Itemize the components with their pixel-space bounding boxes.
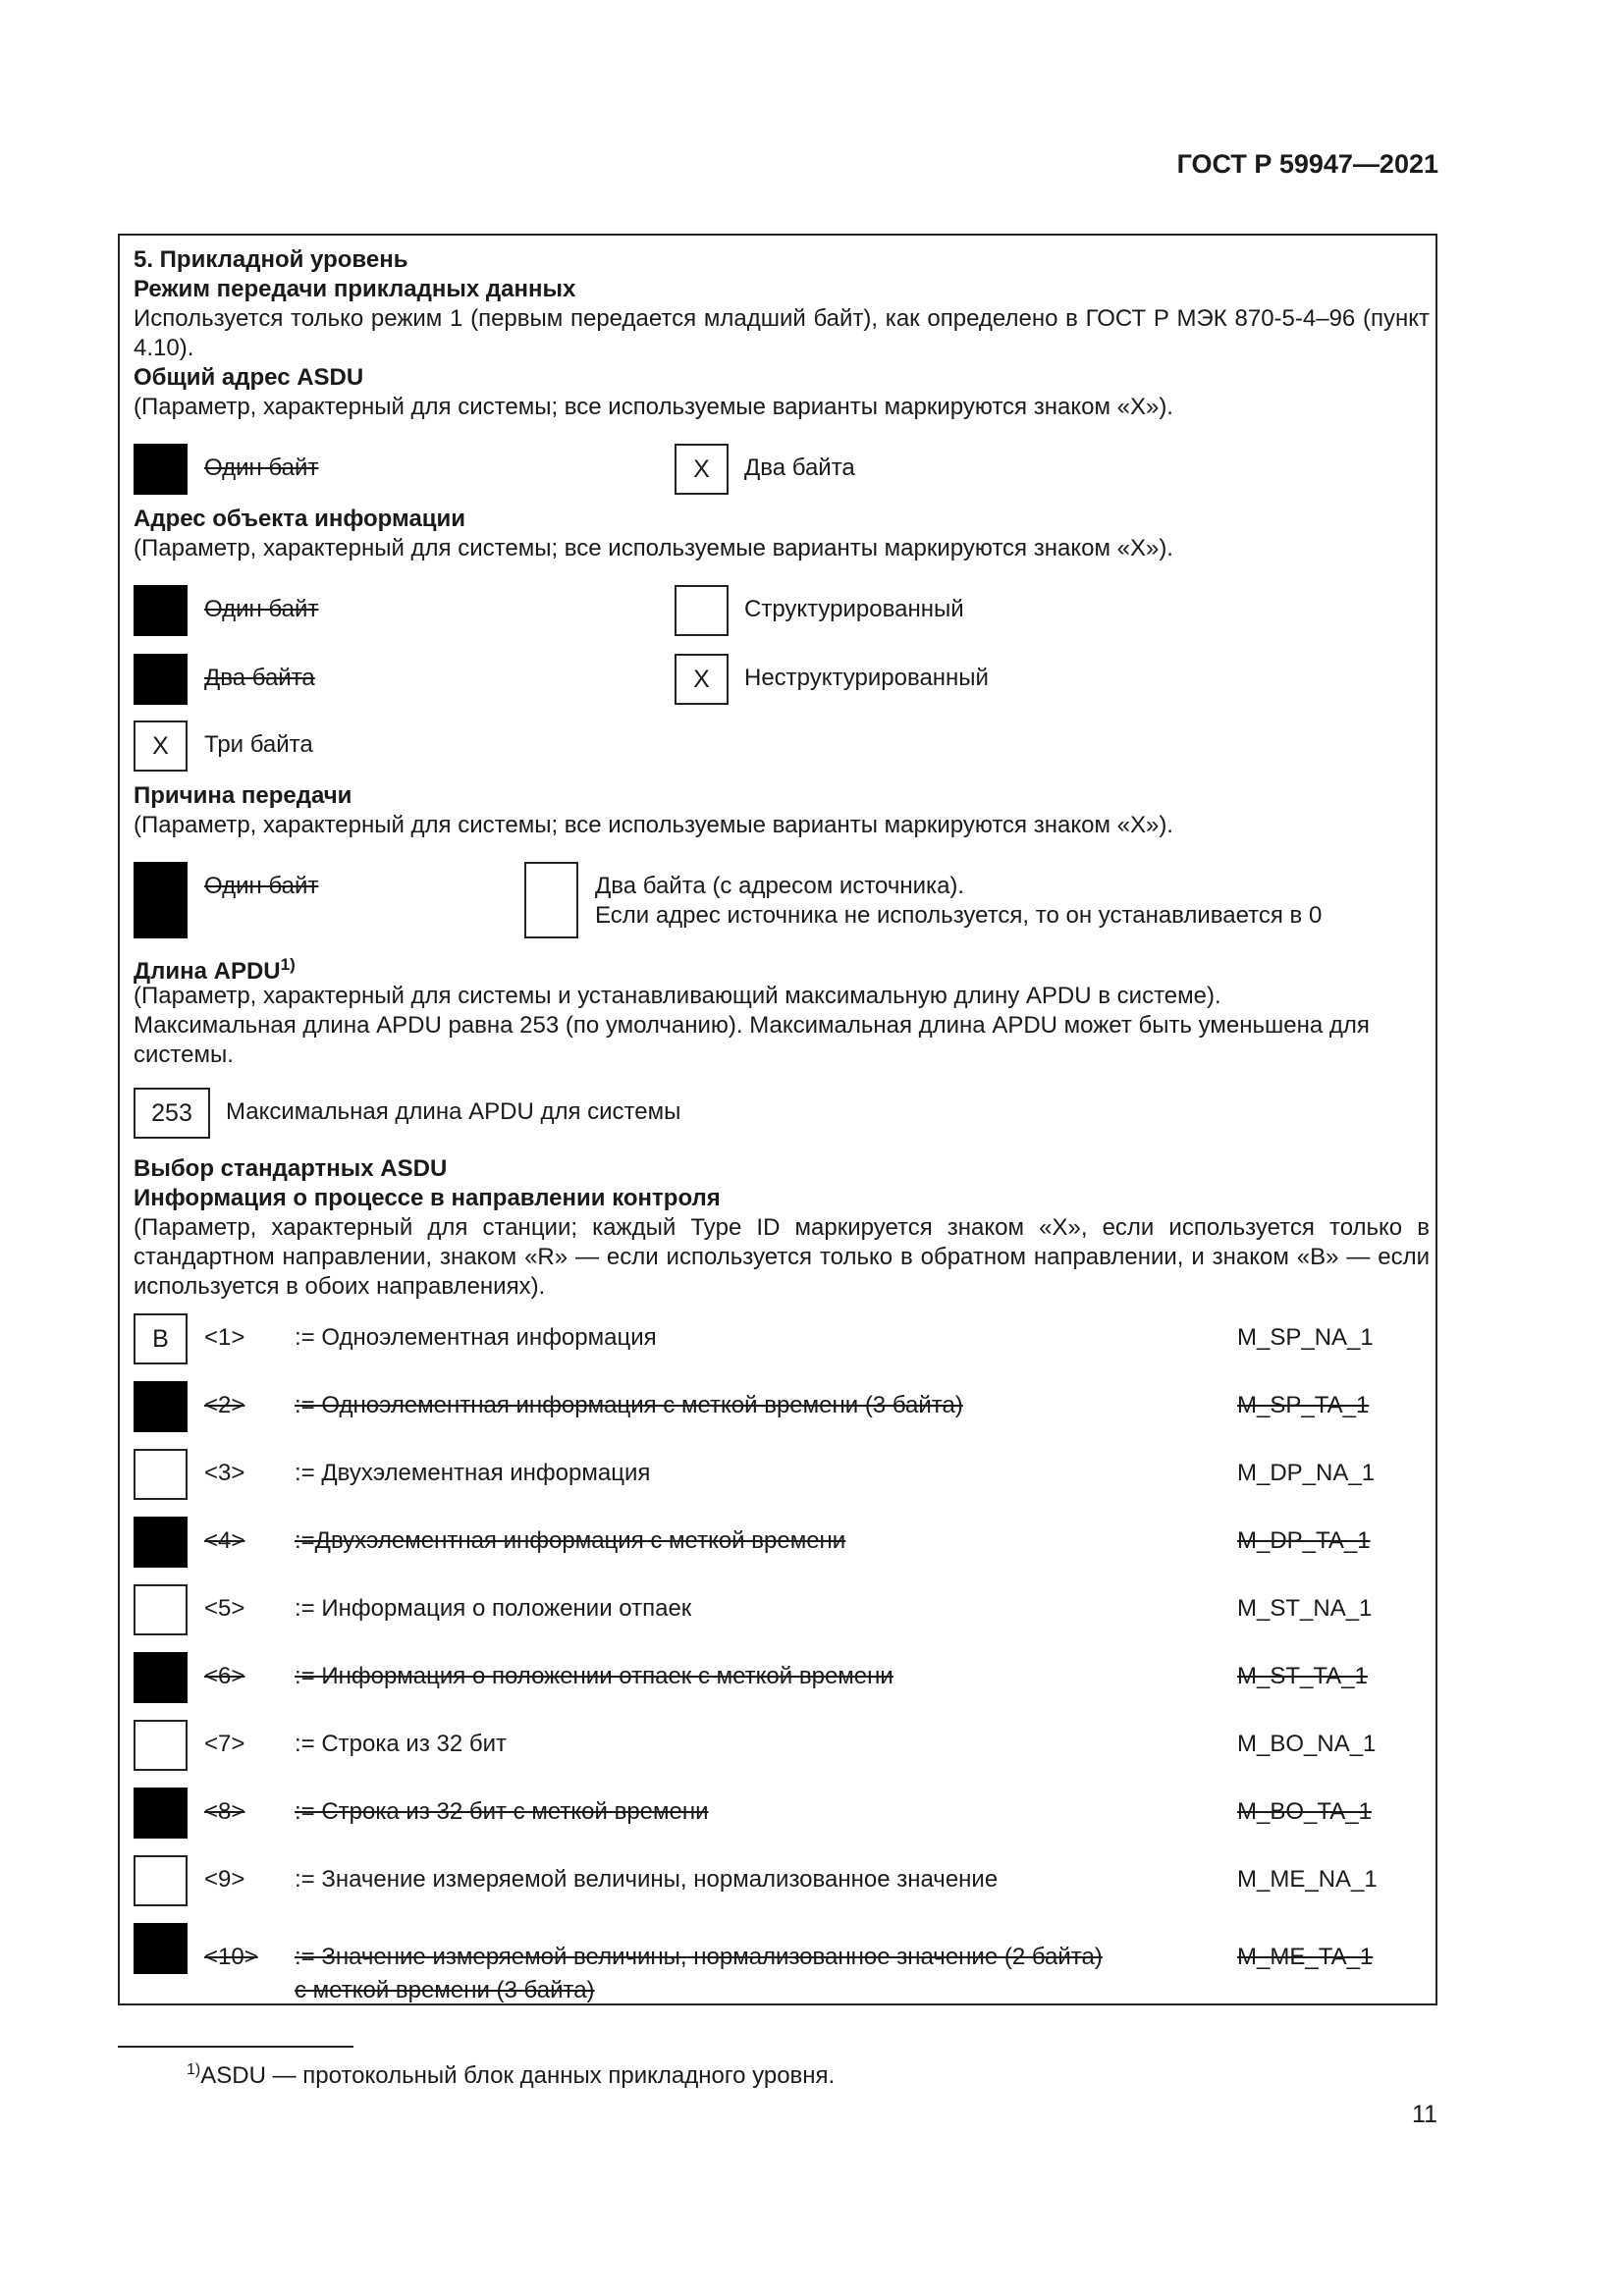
common-address-param: (Параметр, характерный для системы; все используемые варианты маркируются знаком «X»). <box>134 394 1173 420</box>
asdu-type-id: <4> <box>204 1527 245 1554</box>
footnote-separator <box>118 2046 353 2048</box>
cot-two-bytes-note: Если адрес источника не используется, то он устанавливается в 0 <box>595 902 1323 929</box>
asdu-type-description: := Строка из 32 бит <box>295 1731 507 1757</box>
asdu-type-description: := Значение измеряемой величины, нормализованное значение <box>295 1866 999 1893</box>
asdu-type-code: M_SP_NA_1 <box>1237 1324 1374 1351</box>
asdu-type-description: := Одноэлементная информация с меткой времени (3 байта) <box>295 1392 963 1418</box>
cot-one-byte-label: Один байт <box>204 873 319 899</box>
asdu-row-checkbox: B <box>134 1313 188 1364</box>
ioa-param: (Параметр, характерный для системы; все используемые варианты маркируются знаком «X»). <box>134 535 1173 561</box>
page-number: 11 <box>1412 2101 1437 2128</box>
asdu-param: (Параметр, характерный для станции; каждый Type ID маркируется знаком «X», если используется только в стандартном направлении, знаком «R» — если используется только в обратном направлении, и знаком «B» — если используется в обоих направлениях). <box>134 1214 1430 1300</box>
asdu-type-code: M_BO_NA_1 <box>1237 1731 1377 1757</box>
footnote-text: ASDU — протокольный блок данных прикладного уровня. <box>200 2062 836 2089</box>
mode-text: Используется только режим 1 (первым передается младший байт), как определено в ГОСТ Р МЭК 870-5-4–96 (пункт 4.10). <box>134 305 1430 361</box>
section-title: 5. Прикладной уровень <box>134 246 408 273</box>
asdu-type-id: <6> <box>204 1663 245 1689</box>
asdu-type-description: := Информация о положении отпаек <box>295 1595 692 1622</box>
apdu-footnote-ref: 1) <box>280 955 296 974</box>
footnote <box>187 2056 835 2091</box>
asdu-row-checkbox <box>134 1855 188 1906</box>
asdu-type-code: M_DP_TA_1 <box>1237 1527 1371 1554</box>
apdu-value-label: Максимальная длина APDU для системы <box>226 1098 681 1125</box>
asdu-type-code: M_SP_TA_1 <box>1237 1392 1370 1418</box>
asdu-type-code: M_ME_NA_1 <box>1237 1866 1378 1893</box>
asdu-type-description-cont: с меткой времени (3 байта) <box>295 1977 595 2003</box>
asdu-type-code: M_ST_TA_1 <box>1237 1663 1368 1689</box>
document-header: ГОСТ Р 59947—2021 <box>1176 149 1438 179</box>
apdu-text: Максимальная длина APDU равна 253 (по умолчанию). Максимальная длина APDU может быть уменьшена для системы. <box>134 1012 1370 1068</box>
ioa-three-bytes-label: Три байта <box>204 731 313 758</box>
asdu-row-checkbox <box>134 1720 188 1771</box>
asdu-row-checkbox <box>134 1652 188 1703</box>
cot-param: (Параметр, характерный для системы; все используемые варианты маркируются знаком «X»). <box>134 812 1173 838</box>
asdu-type-description: := Информация о положении отпаек с меткой времени <box>295 1663 893 1689</box>
ioa-one-byte-checkbox <box>134 585 188 636</box>
common-address-two-bytes-checkbox: X <box>675 444 729 495</box>
asdu-type-description: := Строка из 32 бит с меткой времени <box>295 1798 709 1825</box>
asdu-type-description: := Двухэлементная информация <box>295 1460 651 1486</box>
ioa-unstructured-checkbox: X <box>675 654 729 705</box>
asdu-type-code: M_ME_TA_1 <box>1237 1944 1374 1970</box>
cot-two-bytes-checkbox <box>524 862 578 938</box>
ioa-structured-label: Структурированный <box>744 596 964 622</box>
asdu-type-id: <8> <box>204 1798 245 1825</box>
cot-one-byte-checkbox <box>134 862 188 938</box>
cot-two-bytes-label: Два байта (с адресом источника). <box>595 873 965 899</box>
asdu-subheading: Информация о процессе в направлении контроля <box>134 1185 721 1211</box>
apdu-value-box: 253 <box>134 1088 210 1139</box>
asdu-type-id: <5> <box>204 1595 245 1622</box>
ioa-three-bytes-checkbox: X <box>134 721 188 772</box>
asdu-type-description: :=Двухэлементная информация с меткой времени <box>295 1527 846 1554</box>
asdu-type-code: M_DP_NA_1 <box>1237 1460 1376 1486</box>
asdu-row-checkbox <box>134 1381 188 1432</box>
common-address-one-byte-label: Один байт <box>204 454 319 481</box>
asdu-type-description: := Одноэлементная информация <box>295 1324 657 1351</box>
ioa-two-bytes-checkbox <box>134 654 188 705</box>
apdu-heading: Длина APDU$^{1)}$ <box>134 955 296 985</box>
asdu-type-id: <2> <box>204 1392 245 1418</box>
asdu-type-id: <1> <box>204 1324 245 1351</box>
asdu-row-checkbox <box>134 1584 188 1635</box>
cot-heading: Причина передачи <box>134 782 352 809</box>
asdu-type-description: := Значение измеряемой величины, нормализованное значение (2 байта) <box>295 1944 1103 1970</box>
mode-heading: Режим передачи прикладных данных <box>134 276 576 302</box>
asdu-type-id: <9> <box>204 1866 245 1893</box>
asdu-row-checkbox <box>134 1517 188 1568</box>
apdu-param: (Параметр, характерный для системы и устанавливающий максимальную длину APDU в системе). <box>134 983 1221 1009</box>
ioa-one-byte-label: Один байт <box>204 596 319 622</box>
asdu-type-code: M_ST_NA_1 <box>1237 1595 1373 1622</box>
content-frame <box>118 234 1437 2005</box>
ioa-heading: Адрес объекта информации <box>134 506 466 532</box>
asdu-type-id: <7> <box>204 1731 245 1757</box>
asdu-type-id: <3> <box>204 1460 245 1486</box>
asdu-type-code: M_BO_TA_1 <box>1237 1798 1372 1825</box>
ioa-two-bytes-label: Два байта <box>204 665 315 691</box>
ioa-unstructured-label: Неструктурированный <box>744 665 989 691</box>
common-address-one-byte-checkbox <box>134 444 188 495</box>
asdu-row-checkbox <box>134 1788 188 1839</box>
asdu-row-checkbox <box>134 1923 188 1974</box>
asdu-heading: Выбор стандартных ASDU <box>134 1155 448 1182</box>
common-address-two-bytes-label: Два байта <box>744 454 855 481</box>
asdu-type-id: <10> <box>204 1944 258 1970</box>
common-address-heading: Общий адрес ASDU <box>134 364 364 391</box>
asdu-row-checkbox <box>134 1449 188 1500</box>
ioa-structured-checkbox <box>675 585 729 636</box>
footnote-ref: 1) <box>187 2061 201 2078</box>
